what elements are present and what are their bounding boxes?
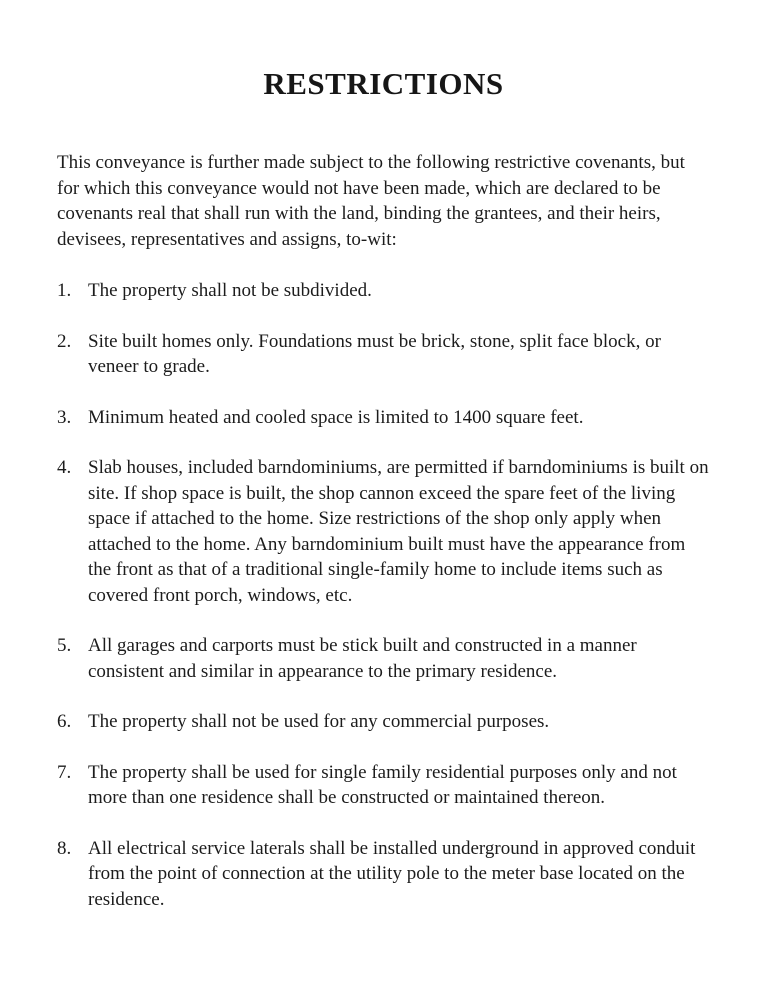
- list-item: [57, 836, 710, 913]
- list-item: [57, 760, 710, 811]
- list-item-text: The property shall not be subdivided.: [88, 280, 372, 301]
- list-item-text: The property shall be used for single family residential purposes only and not more than one residence shall be constructed or maintained thereon.: [88, 761, 677, 808]
- list-item-number: 6.: [57, 711, 72, 732]
- list-item-text: All garages and carports must be stick built and constructed in a manner consistent and similar in appearance to the primary residence.: [88, 635, 637, 682]
- list-item: [57, 405, 710, 431]
- list-item-text: Slab houses, included barndominiums, are permitted if barndominiums is built on site. If shop space is built, the shop cannon exceed the spare feet of the living space if attached to the home. Size restrictions of the shop only apply when attached to the home. Any barndominium built must have the appearance from the front as that of a traditional single-family home to include items such as covered front porch, windows, etc.: [88, 457, 709, 606]
- list-item-number: 5.: [57, 635, 72, 656]
- intro-paragraph: This conveyance is further made subject to the following restrictive covenants, but for which this conveyance would not have been made, which are declared to be covenants real that shall run with the land, binding the grantees, and their heirs, devisees, representatives and assigns, to-wit:: [57, 152, 685, 250]
- list-item-number: 8.: [57, 837, 72, 859]
- list-item-number: 1.: [57, 280, 72, 301]
- list-item-number: 3.: [57, 406, 72, 428]
- list-item: [57, 455, 710, 608]
- page-title: RESTRICTIONS: [263, 66, 504, 101]
- list-item: [57, 633, 710, 684]
- list-item-text: Minimum heated and cooled space is limited to 1400 square feet.: [88, 406, 584, 428]
- covenant-list: [57, 278, 710, 912]
- list-item-number: 7.: [57, 761, 72, 783]
- list-item-text: All electrical service laterals shall be installed underground in approved conduit from the point of connection at the utility pole to the meter base located on the residence.: [88, 837, 696, 910]
- list-item-text: Site built homes only. Foundations must be brick, stone, split face block, or veneer to grade.: [88, 330, 661, 377]
- list-item: [57, 329, 710, 380]
- list-item-text: The property shall not be used for any commercial purposes.: [88, 711, 550, 732]
- list-item: [57, 278, 710, 304]
- list-item-number: 2.: [57, 330, 72, 352]
- list-item-number: 4.: [57, 457, 72, 478]
- list-item: [57, 709, 710, 735]
